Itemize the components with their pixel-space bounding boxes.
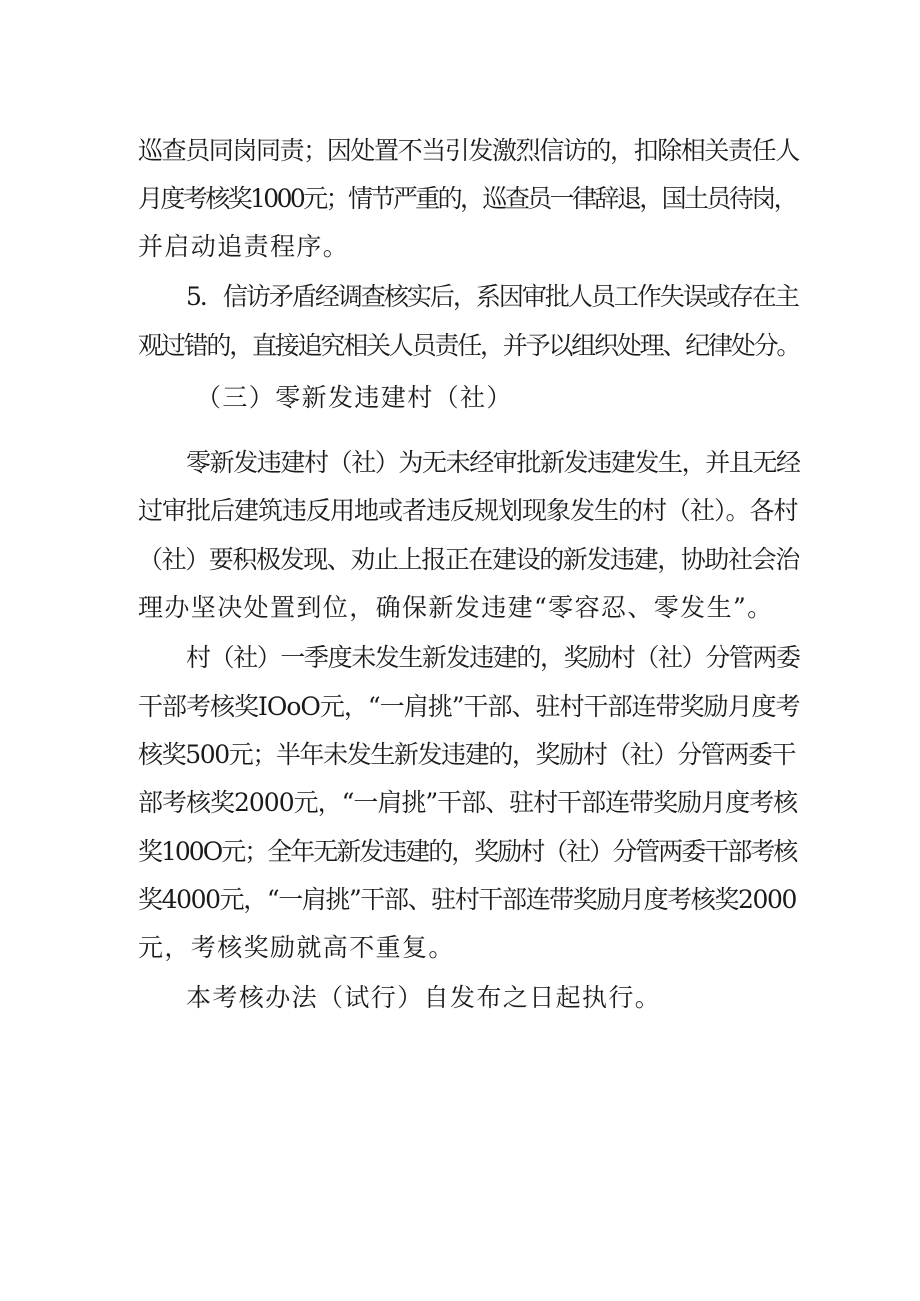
paragraph-line: 理办坚决处置到位，确保新发违建“零容忍、零发生”。 [138, 593, 774, 622]
paragraph-line: 观过错的，直接追究相关人员责任，并予以组织处理、纪律处分。 [138, 331, 800, 360]
paragraph-line: 5．信访矛盾经调查核实后，系因审批人员工作失误或存在主 [186, 282, 798, 311]
section-heading: （三）零新发违建村（社） [196, 383, 513, 412]
paragraph-line: 巡查员同岗同责；因处置不当引发激烈信访的，扣除相关责任人 [138, 136, 799, 165]
paragraph-line: 核奖500元；半年未发生新发违建的，奖励村（社）分管两委干 [138, 740, 796, 769]
paragraph-line: 零新发违建村（社）为无未经审批新发违建发生，并且无经 [186, 448, 800, 477]
paragraph-line: （社）要积极发现、劝止上报正在建设的新发违建，协助社会治 [138, 545, 799, 574]
paragraph-line: 村（社）一季度未发生新发违建的，奖励村（社）分管两委 [186, 643, 800, 672]
paragraph-line: 干部考核奖IOoO元，“一肩挑”干部、驻村干部连带奖励月度考 [138, 692, 800, 721]
paragraph-line: 元，考核奖励就高不重复。 [138, 933, 455, 962]
paragraph-line: 过审批后建筑违反用地或者违反规划现象发生的村（社）。各村 [138, 496, 798, 525]
paragraph-line: 本考核办法（试行）自发布之日起执行。 [186, 983, 662, 1012]
paragraph-line: 奖100O元；全年无新发违建的，奖励村（社）分管两委干部考核 [138, 837, 797, 866]
paragraph-line: 部考核奖2000元，“一肩挑”干部、驻村干部连带奖励月度考核 [138, 788, 798, 817]
paragraph-line: 并启动追责程序。 [138, 232, 350, 261]
paragraph-line: 奖4000元，“一肩挑”干部、驻村干部连带奖励月度考核奖2000 [138, 885, 797, 914]
paragraph-line: 月度考核奖1000元；情节严重的，巡查员一律辞退，国土员待岗， [138, 184, 797, 213]
